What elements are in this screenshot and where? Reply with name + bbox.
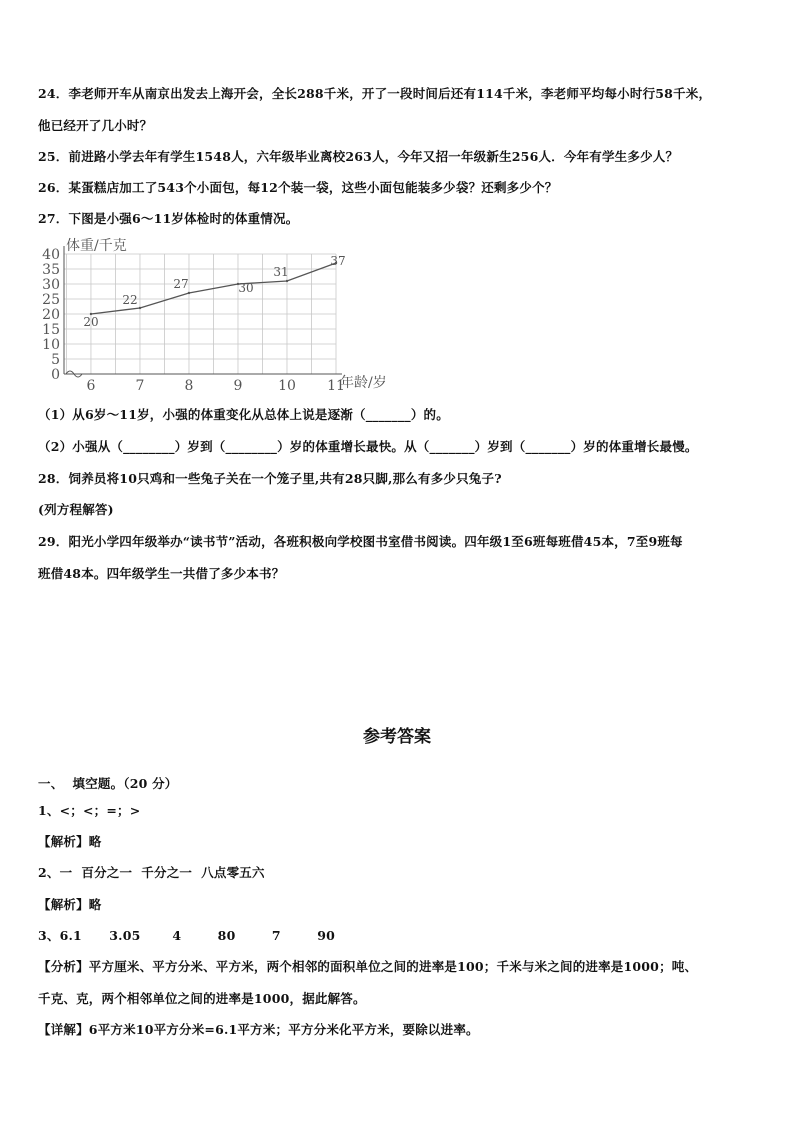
- x-tick-label: 7: [135, 378, 145, 392]
- answers-title: 参考答案: [363, 727, 431, 747]
- y-tick-label: 35: [42, 262, 60, 278]
- data-label: 27: [173, 277, 189, 291]
- question-29-line-1: 29．阳光小学四年级举办“读书节”活动，各班积极向学校图书室借书阅读。四年级1至6班每班借45本，7至9班每: [38, 534, 683, 549]
- x-tick-label: 8: [184, 378, 194, 392]
- data-point: [188, 292, 190, 294]
- x-axis-label: 年龄/岁: [340, 375, 387, 391]
- data-label: 30: [238, 281, 254, 295]
- chart-data-labels: [83, 254, 345, 329]
- data-label: 37: [330, 254, 346, 268]
- y-tick-label: 0: [51, 367, 60, 383]
- x-tick-label: 9: [233, 378, 243, 392]
- answer-2: 2、一 百分之一 千分之一 八点零五六: [38, 865, 265, 880]
- data-label: 22: [122, 293, 138, 307]
- y-tick-label: 20: [42, 307, 60, 323]
- data-point: [139, 307, 141, 309]
- x-tick-label: 11: [327, 378, 345, 392]
- question-27-sub-2: （2）小强从（________）岁到（________）岁的体重增长最快。从（_______）岁到（_______）岁的体重增长最慢。: [38, 439, 698, 454]
- answer-1-analysis: 【解析】略: [38, 834, 102, 849]
- answer-1: 1、<；<；=；>: [38, 803, 141, 818]
- y-tick-labels: [42, 247, 60, 383]
- question-26: 26．某蛋糕店加工了543个小面包，每12个装一袋，这些小面包能装多少袋？还剩多少个？: [38, 180, 558, 195]
- answer-3-analysis-line-2: 千克、克，两个相邻单位之间的进率是1000，据此解答。: [38, 991, 366, 1006]
- answer-2-analysis: 【解析】略: [38, 897, 102, 912]
- answer-3-analysis-line-1: 【分析】平方厘米、平方分米、平方米，两个相邻的面积单位之间的进率是100；千米与米之间的进率是1000；吨、: [38, 959, 698, 974]
- answers-section-1-heading: 一、 填空题。（20 分）: [38, 776, 178, 791]
- y-tick-label: 25: [42, 292, 60, 308]
- x-tick-labels: [86, 378, 344, 392]
- y-tick-label: 40: [42, 247, 60, 263]
- data-label: 31: [273, 265, 289, 279]
- y-tick-label: 15: [42, 322, 60, 338]
- data-label: 20: [83, 315, 99, 329]
- x-tick-label: 6: [86, 378, 96, 392]
- chart-grid: [64, 254, 336, 374]
- chart-axes: [64, 246, 342, 377]
- question-24-line-1: 24．李老师开车从南京出发去上海开会，全长288千米，开了一段时间后还有114千米，李老师平均每小时行58千米，: [38, 86, 712, 101]
- answer-3: 3、6.1 3.05 4 80 7 90: [38, 928, 335, 943]
- data-point: [286, 280, 288, 282]
- question-25: 25．前进路小学去年有学生1548人，六年级毕业离校263人，今年又招一年级新生256人．今年有学生多少人？: [38, 149, 679, 164]
- question-28-line-2: (列方程解答): [38, 502, 114, 517]
- question-28-line-1: 28．饲养员将10只鸡和一些兔子关在一个笼子里,共有28只脚,那么有多少只兔子?: [38, 471, 502, 486]
- question-27-sub-1: （1）从6岁～11岁，小强的体重变化从总体上说是逐渐（_______）的。: [38, 407, 449, 422]
- y-tick-label: 30: [42, 277, 60, 293]
- weight-line-chart: [34, 232, 414, 392]
- chart-svg: [34, 232, 414, 392]
- question-27: 27．下图是小强6～11岁体检时的体重情况。: [38, 211, 299, 226]
- y-axis-label: 体重/千克: [66, 238, 127, 254]
- question-29-line-2: 班借48本。四年级学生一共借了多少本书？: [38, 566, 285, 581]
- x-tick-label: 10: [278, 378, 296, 392]
- answer-3-detail: 【详解】6平方米10平方分米=6.1平方米；平方分米化平方米，要除以进率。: [38, 1022, 479, 1037]
- question-24-line-2: 他已经开了几小时？: [38, 118, 153, 133]
- y-tick-label: 5: [51, 352, 60, 368]
- y-tick-label: 10: [42, 337, 60, 353]
